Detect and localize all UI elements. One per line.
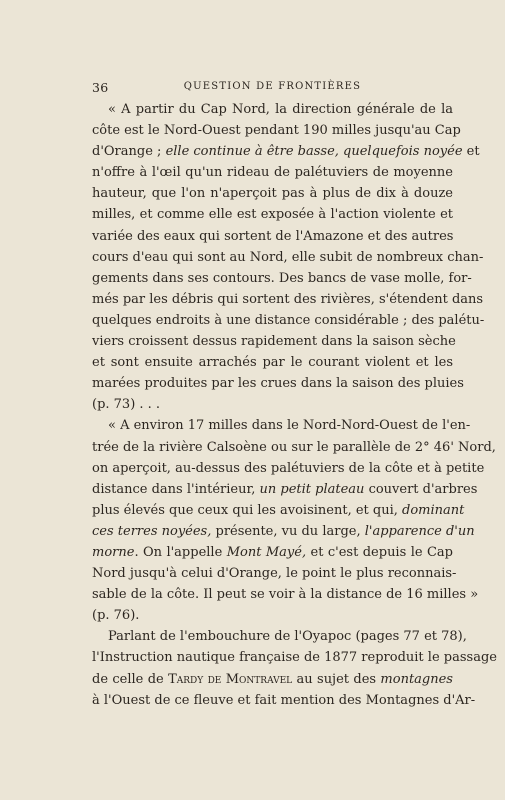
italic-run: montagnes <box>380 671 453 687</box>
text-line <box>92 226 453 247</box>
text-line <box>92 99 453 120</box>
text-line <box>92 289 484 310</box>
text-line <box>92 458 485 479</box>
text-line <box>92 690 476 711</box>
text-run: distance dans l'intérieur, <box>92 481 260 497</box>
text-line <box>92 162 453 183</box>
text-line <box>92 521 475 542</box>
body-text <box>92 99 497 711</box>
running-head <box>92 80 453 96</box>
text-line <box>92 352 453 373</box>
text-line <box>92 310 485 331</box>
text-line <box>92 331 456 352</box>
text-run: (p. 73) . . . <box>92 397 161 413</box>
text-line <box>92 542 453 563</box>
text-run: et c'est depuis le Cap <box>306 544 453 560</box>
text-line <box>92 647 497 668</box>
text-run: et sont ensuite arrachés par le courant violent et les <box>92 355 453 371</box>
text-line <box>92 247 484 268</box>
text-line <box>92 626 467 647</box>
text-line <box>92 605 453 626</box>
text-run: « A partir du Cap Nord, la direction générale de la <box>108 102 453 117</box>
text-line <box>92 500 465 521</box>
text-run: gements dans ses contours. Des bancs de vase molle, for- <box>92 270 472 286</box>
text-run: trée de la rivière Calsoène ou sur le parallèle de 2° 46' Nord, <box>92 439 496 455</box>
text-run: viers croissent dessus rapidement dans la saison sèche <box>92 334 456 350</box>
text-run: on aperçoit, au-dessus des palétuviers de la côte et à petite <box>92 460 485 476</box>
text-run: . On l'appelle <box>134 544 227 560</box>
small-caps-run: Tardy de Montravel <box>168 671 293 687</box>
text-run: de celle de <box>92 671 169 687</box>
italic-run: dominant <box>402 502 465 518</box>
text-line <box>92 120 461 141</box>
text-line <box>92 394 453 415</box>
text-run: milles, et comme elle est exposée à l'action violente et <box>92 207 453 223</box>
text-line <box>92 268 472 289</box>
italic-run: morne <box>92 544 135 560</box>
text-run: Nord jusqu'à celui d'Orange, le point le plus reconnais- <box>92 566 457 582</box>
text-run: « A environ 17 milles dans le Nord-Nord-Ouest de l'en- <box>108 418 471 434</box>
text-run: l'Instruction nautique française de 1877 reproduit le passage <box>92 650 497 666</box>
text-run: variée des eaux qui sortent de l'Amazone et des autres <box>92 228 454 244</box>
text-run: couvert d'arbres <box>364 481 478 497</box>
text-run: à l'Ouest de ce fleuve et fait mention des Montagnes d'Ar- <box>92 692 476 708</box>
italic-run: un petit plateau <box>259 481 365 497</box>
text-run: au sujet des <box>292 671 381 687</box>
text-line <box>92 479 478 500</box>
text-run: côte est le Nord-Ouest pendant 190 milles jusqu'au Cap <box>92 123 461 139</box>
text-run: quelques endroits à une distance considérable ; des palétu- <box>92 312 485 328</box>
text-run: présente, vu du large, <box>211 523 365 539</box>
italic-run: Mont Mayé, <box>226 544 307 560</box>
text-line <box>92 584 479 605</box>
text-line <box>92 415 471 436</box>
text-run: cours d'eau qui sont au Nord, elle subit de nombreux chan- <box>92 249 484 265</box>
text-run: més par les débris qui sortent des rivières, s'étendent dans <box>92 291 484 307</box>
text-line <box>92 437 496 458</box>
text-run: sable de la côte. Il peut se voir à la distance de 16 milles » <box>92 587 479 603</box>
text-run: plus élevés que ceux qui les avoisinent, et qui, <box>92 502 403 518</box>
text-run: marées produites par les crues dans la saison des pluies <box>92 376 464 392</box>
page-number: 36 <box>92 80 109 95</box>
text-run: hauteur, que l'on n'aperçoit pas à plus de dix à douze <box>92 186 453 202</box>
text-run: Parlant de l'embouchure de l'Oyapoc (pages 77 et 78), <box>108 629 467 645</box>
text-line <box>92 183 453 204</box>
text-line <box>92 563 457 584</box>
text-run: (p. 76). <box>92 608 140 624</box>
italic-run: elle continue à être basse, quelquefois noyée <box>165 144 463 160</box>
running-title: QUESTION DE FRONTIÈRES <box>183 81 362 92</box>
italic-run: ces terres noyées, <box>92 523 212 539</box>
text-run: d'Orange ; <box>92 144 166 160</box>
text-run: n'offre à l'œil qu'un rideau de palétuviers de moyenne <box>92 165 453 181</box>
text-line <box>92 669 453 690</box>
text-line <box>92 204 453 225</box>
text-line <box>92 373 464 394</box>
text-run: et <box>462 144 480 160</box>
text-line <box>92 141 480 162</box>
italic-run: l'apparence d'un <box>364 523 475 539</box>
